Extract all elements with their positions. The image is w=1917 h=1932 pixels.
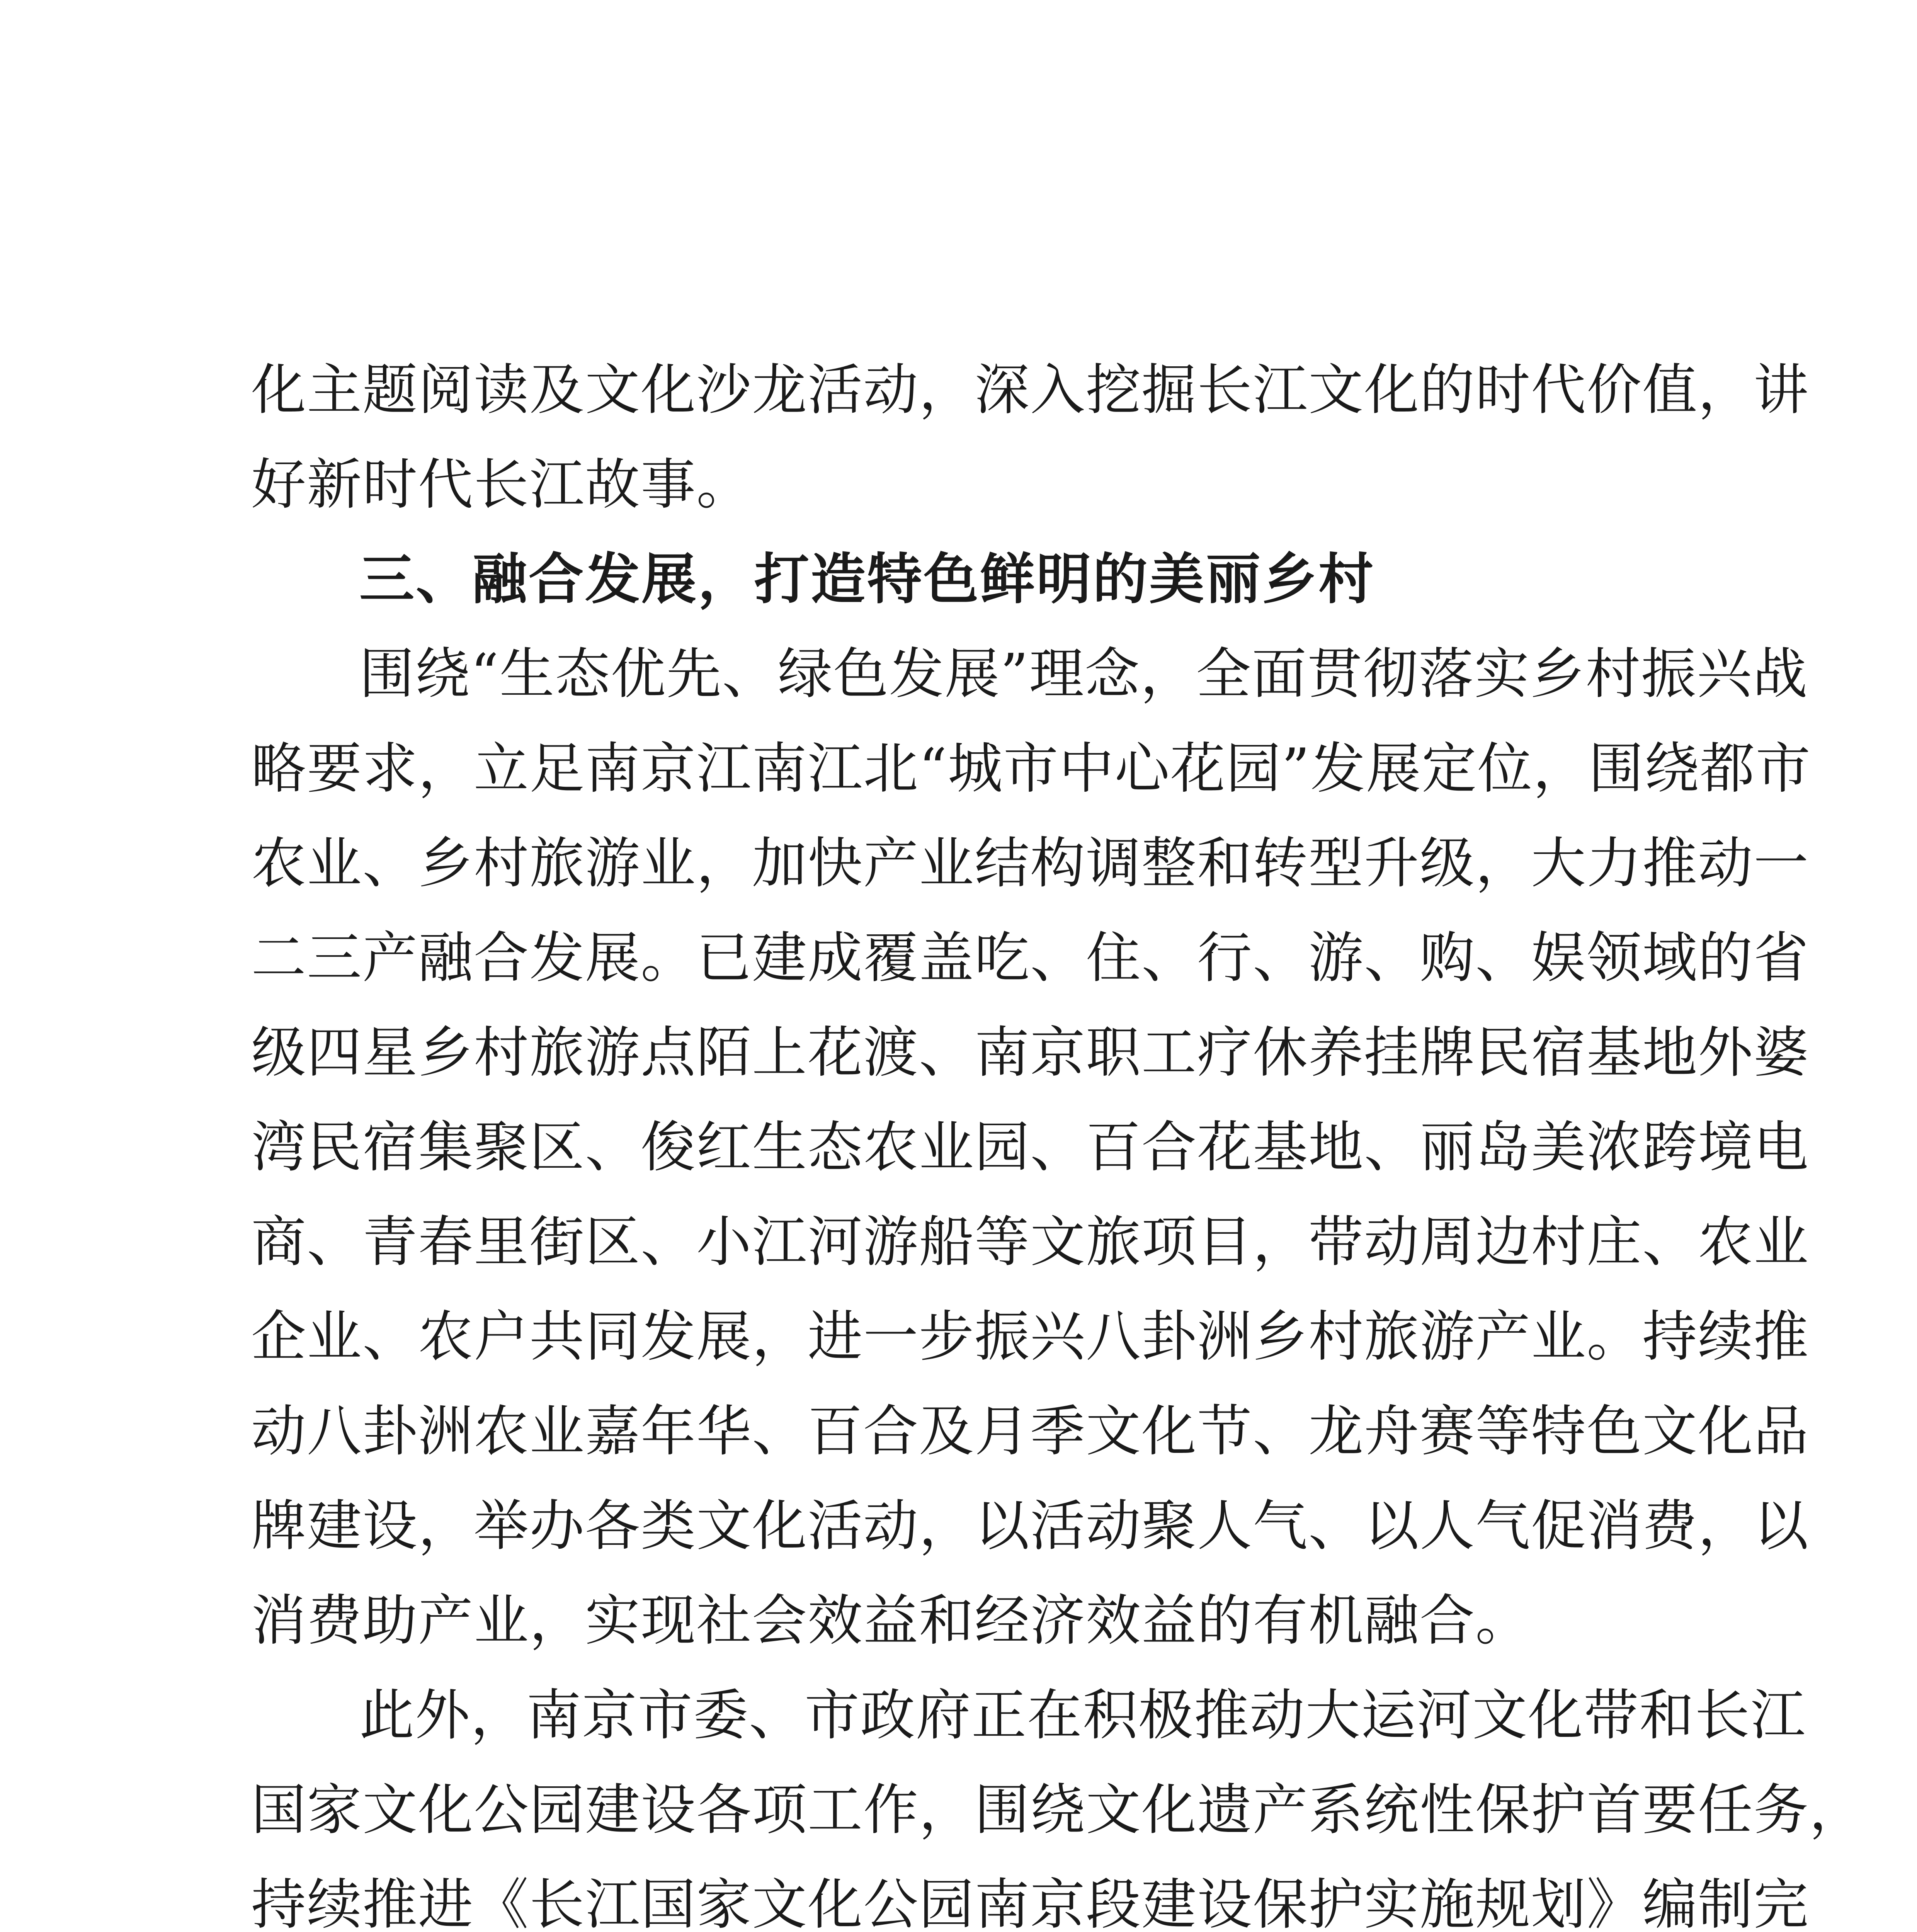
paragraph-line: 商、青春里街区、小江河游船等文旅项目，带动周边村庄、农业 bbox=[251, 1210, 1809, 1274]
paragraph-line: 二三产融合发展。已建成覆盖吃、住、行、游、购、娱领域的省 bbox=[251, 926, 1809, 990]
paragraph-line: 好新时代长江故事。 bbox=[251, 453, 752, 517]
paragraph-line: 牌建设，举办各类文化活动，以活动聚人气、以人气促消费，以 bbox=[251, 1494, 1809, 1558]
paragraph-line: 持续推进《长江国家文化公园南京段建设保护实施规划》编制完 bbox=[251, 1873, 1809, 1932]
paragraph-line: 消费助产业，实现社会效益和经济效益的有机融合。 bbox=[251, 1589, 1531, 1653]
section-heading: 三、融合发展，打造特色鲜明的美丽乡村 bbox=[359, 548, 1375, 611]
paragraph-line: 此外，南京市委、市政府正在积极推动大运河文化带和长江 bbox=[359, 1684, 1806, 1747]
paragraph-line: 化主题阅读及文化沙龙活动，深入挖掘长江文化的时代价值，讲 bbox=[251, 358, 1809, 422]
paragraph-line: 级四星乡村旅游点陌上花渡、南京职工疗休养挂牌民宿基地外婆 bbox=[251, 1021, 1809, 1085]
paragraph-line: 围绕“生态优先、绿色发展”理念，全面贯彻落实乡村振兴战 bbox=[359, 642, 1808, 706]
paragraph-line: 略要求，立足南京江南江北“城市中心花园”发展定位，围绕都市 bbox=[251, 737, 1812, 801]
paragraph-line: 企业、农户共同发展，进一步振兴八卦洲乡村旅游产业。持续推 bbox=[251, 1305, 1809, 1369]
paragraph-line: 国家文化公园建设各项工作，围绕文化遗产系统性保护首要任务， bbox=[251, 1778, 1865, 1842]
paragraph-line: 动八卦洲农业嘉年华、百合及月季文化节、龙舟赛等特色文化品 bbox=[251, 1400, 1809, 1463]
paragraph-line: 农业、乡村旅游业，加快产业结构调整和转型升级，大力推动一 bbox=[251, 832, 1809, 895]
paragraph-line: 湾民宿集聚区、俊红生态农业园、百合花基地、丽岛美浓跨境电 bbox=[251, 1116, 1809, 1179]
